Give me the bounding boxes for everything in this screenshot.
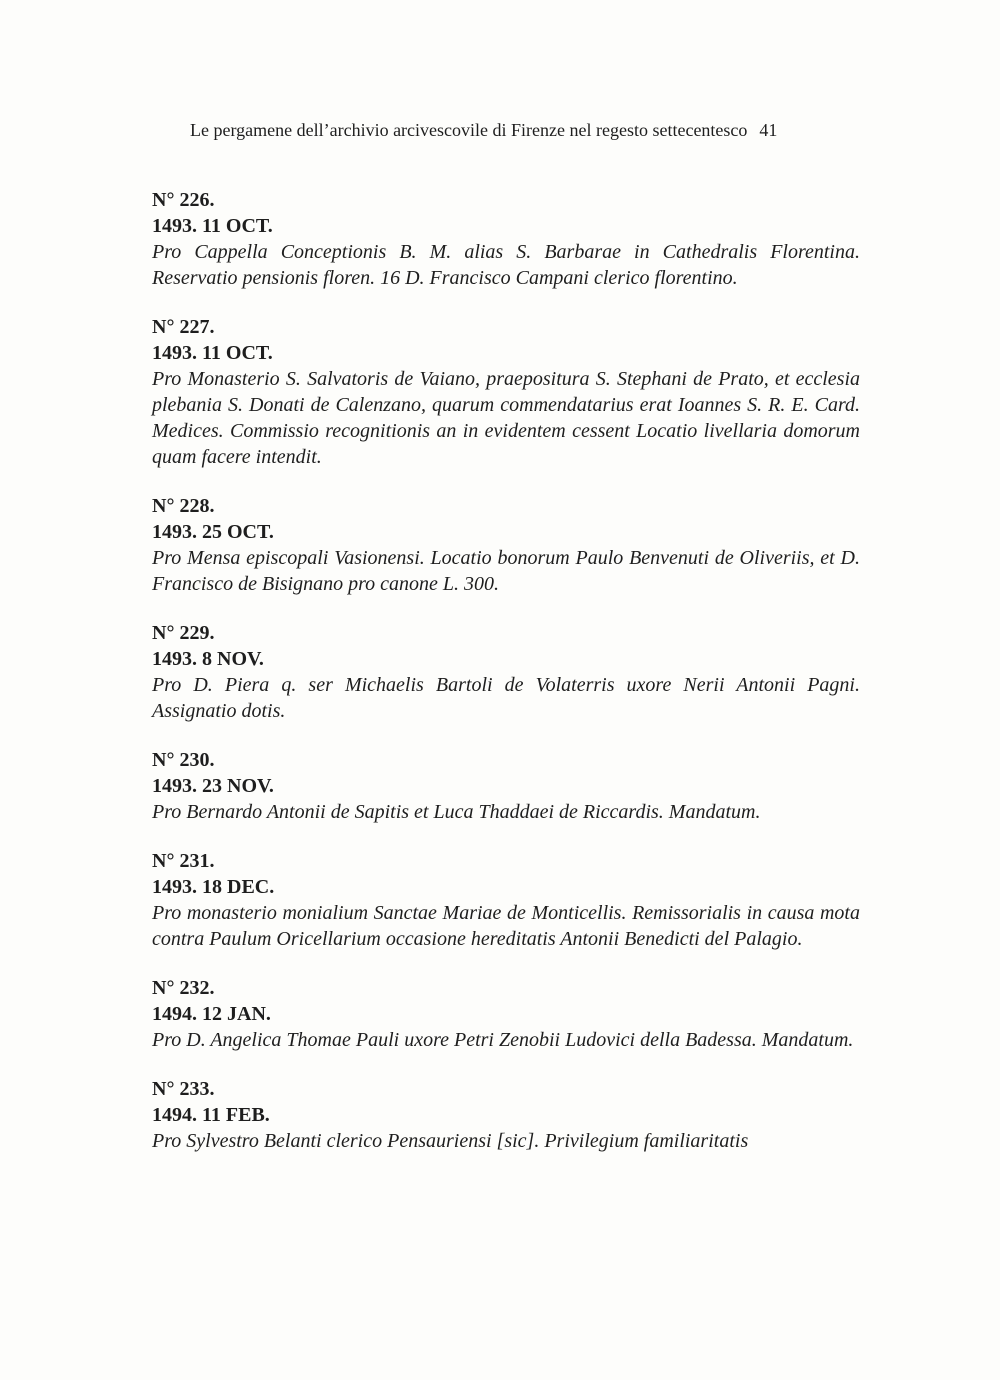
entry-date: 1494. 11 FEB. (152, 1104, 270, 1126)
entry-date: 1493. 23 NOV. (152, 775, 274, 797)
entry-number: N° 227. (152, 316, 215, 338)
entry-number: N° 226. (152, 189, 215, 211)
entry (152, 1076, 860, 1154)
entry (152, 620, 860, 724)
entry-date: 1493. 11 OCT. (152, 342, 273, 364)
entry-text: Pro Mensa episcopali Vasionensi. Locatio bonorum Paulo Benvenuti de Oliveriis, et D. Francisco de Bisignano pro canone L. 300. (152, 547, 860, 595)
entry-number: N° 231. (152, 850, 215, 872)
entry-text: Pro D. Angelica Thomae Pauli uxore Petri Zenobii Ludovici della Badessa. Mandatum. (152, 1029, 854, 1051)
entry-text: Pro Sylvestro Belanti clerico Pensauriensi [sic]. Privilegium familiaritatis (152, 1130, 749, 1152)
entry-text: Pro D. Piera q. ser Michaelis Bartoli de Volaterris uxore Nerii Antonii Pagni. Assignatio dotis. (152, 674, 860, 722)
entry (152, 848, 860, 952)
running-header-title: Le pergamene dell’archivio arcivescovile di Firenze nel regesto settecentesco (190, 120, 748, 140)
entry-number: N° 228. (152, 495, 215, 517)
page-number: 41 (759, 120, 778, 140)
running-header (190, 120, 830, 141)
entry (152, 975, 860, 1053)
entry-text: Pro Cappella Conceptionis B. M. alias S. Barbarae in Cathedralis Florentina. Reservatio pensionis floren. 16 D. Francisco Campani clerico florentino. (152, 241, 860, 289)
entry-number: N° 229. (152, 622, 215, 644)
entry-date: 1494. 12 JAN. (152, 1003, 271, 1025)
entry-text: Pro Bernardo Antonii de Sapitis et Luca Thaddaei de Riccardis. Mandatum. (152, 801, 761, 823)
entry (152, 314, 860, 470)
entry (152, 493, 860, 597)
entry-date: 1493. 25 OCT. (152, 521, 274, 543)
entry-date: 1493. 11 OCT. (152, 215, 273, 237)
entry-date: 1493. 18 DEC. (152, 876, 275, 898)
entry-number: N° 233. (152, 1078, 215, 1100)
entry-list (152, 187, 860, 1177)
entry-text: Pro monasterio monialium Sanctae Mariae de Monticellis. Remissorialis in causa mota contra Paulum Oricellarium occasione hereditatis Antonii Benedicti del Palagio. (152, 902, 860, 950)
entry-date: 1493. 8 NOV. (152, 648, 264, 670)
entry-number: N° 232. (152, 977, 215, 999)
entry (152, 187, 860, 291)
entry-number: N° 230. (152, 749, 215, 771)
entry (152, 747, 860, 825)
entry-text: Pro Monasterio S. Salvatoris de Vaiano, praepositura S. Stephani de Prato, et ecclesia plebania S. Donati de Calenzano, quarum commendatarius erat Ioannes S. R. E. Card. Medices. Commissio recognitionis an in evidentem cessent Locatio livellaria domorum quam facere intendit. (152, 368, 860, 468)
